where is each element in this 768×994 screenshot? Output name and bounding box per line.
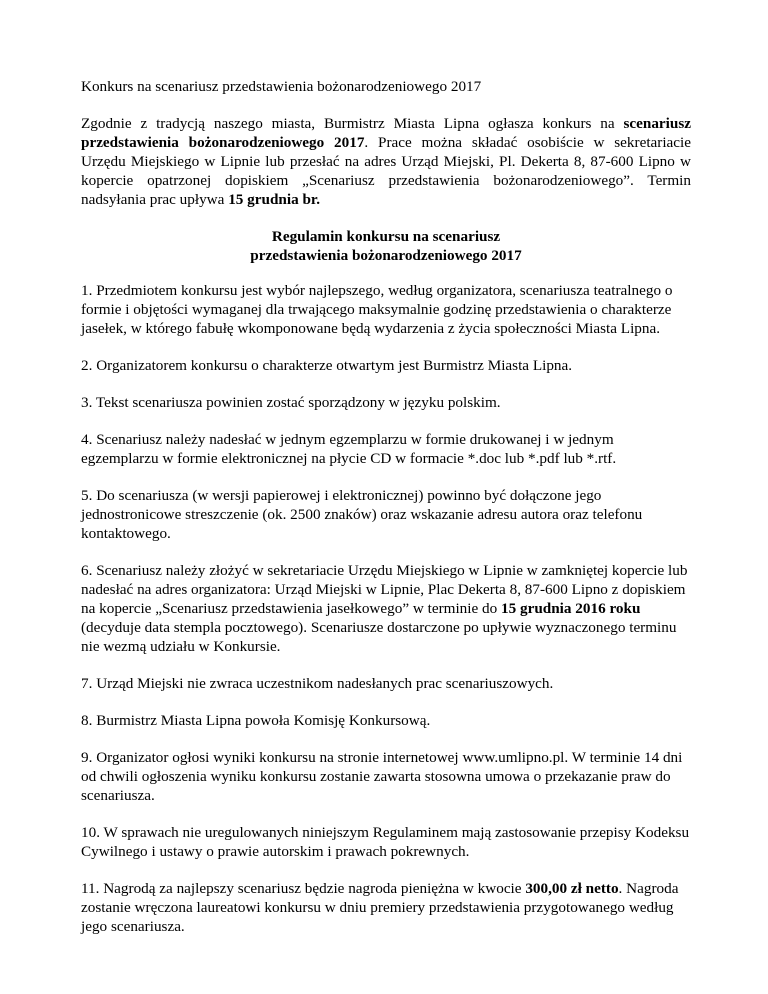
regulations-title xyxy=(81,227,691,265)
document-page xyxy=(81,77,691,954)
item-11-bold-prize: 300,00 zł netto xyxy=(525,880,619,897)
regulation-item-2: 2. Organizatorem konkursu o charakterze otwartym jest Burmistrz Miasta Lipna. xyxy=(81,357,573,374)
regulations-title-line-2: przedstawienia bożonarodzeniowego 2017 xyxy=(250,247,522,264)
intro-bold-contest-name: scenariusz przedstawienia bożonarodzeniowego 2017 xyxy=(81,115,691,151)
item-6-text-1: 6. Scenariusz należy złożyć w sekretariacie Urzędu Miejskiego w Lipnie w zamkniętej kopercie lub nadesłać na adres organizatora: Urząd Miejski w Lipnie, Plac Dekerta 8, 87-600 Lipno z dopiskiem na kopercie „Scenariusz przedstawienia jasełkowego” w terminie do xyxy=(81,562,688,617)
regulation-item-1: 1. Przedmiotem konkursu jest wybór najlepszego, według organizatora, scenariusza teatralnego o formie i objętości wymaganej dla trwającego maksymalnie godzinę przedstawienia o charakterze jasełek, w którego fabułę wkomponowane będą wydarzenia z życia społeczności Miasta Lipna. xyxy=(81,282,673,337)
regulation-item-7: 7. Urząd Miejski nie zwraca uczestnikom nadesłanych prac scenariuszowych. xyxy=(81,675,554,692)
regulation-item-11 xyxy=(81,879,691,936)
intro-paragraph xyxy=(81,114,691,209)
regulation-item-10: 10. W sprawach nie uregulowanych niniejszym Regulaminem mają zastosowanie przepisy Kodeksu Cywilnego i ustawy o prawie autorskim i prawach pokrewnych. xyxy=(81,824,690,860)
document-title: Konkurs na scenariusz przedstawienia bożonarodzeniowego 2017 xyxy=(81,78,482,95)
intro-text-2: . Prace można składać osobiście w sekretariacie Urzędu Miejskiego w Lipnie lub przesłać na adres Urząd Miejski, Pl. Dekerta 8, 87-600 Lipno w kopercie opatrzonej dopiskiem „Scenariusz przedstawienia bożonarodzeniowego”. Termin nadsyłania prac upływa xyxy=(81,134,691,208)
regulation-item-3: 3. Tekst scenariusza powinien zostać sporządzony w języku polskim. xyxy=(81,394,501,411)
item-11-text-1: 11. Nagrodą za najlepszy scenariusz będzie nagroda pieniężna w kwocie xyxy=(81,880,526,897)
regulation-item-4: 4. Scenariusz należy nadesłać w jednym egzemplarzu w formie drukowanej i w jednym egzemplarzu w formie elektronicznej na płycie CD w formacie *.doc lub *.pdf lub *.rtf. xyxy=(81,431,617,467)
item-11-text-2: . Nagroda zostanie wręczona laureatowi konkursu w dniu premiery przedstawienia przygotowanego według jego scenariusza. xyxy=(81,880,679,935)
regulation-item-6 xyxy=(81,561,691,656)
intro-bold-deadline: 15 grudnia br. xyxy=(228,191,321,208)
item-6-text-2: (decyduje data stempla pocztowego). Scenariusze dostarczone po upływie wyznaczonego terminu nie wezmą udziału w Konkursie. xyxy=(81,619,677,655)
regulation-item-8: 8. Burmistrz Miasta Lipna powoła Komisję Konkursową. xyxy=(81,712,431,729)
item-6-bold-deadline: 15 grudnia 2016 roku xyxy=(501,600,641,617)
intro-text-1: Zgodnie z tradycją naszego miasta, Burmistrz Miasta Lipna ogłasza konkurs na xyxy=(81,115,624,132)
regulation-item-5: 5. Do scenariusza (w wersji papierowej i elektronicznej) powinno być dołączone jego jednostronicowe streszczenie (ok. 2500 znaków) oraz wskazanie adresu autora oraz telefonu kontaktowego. xyxy=(81,487,643,542)
regulations-title-line-1: Regulamin konkursu na scenariusz xyxy=(271,228,501,245)
regulation-item-9: 9. Organizator ogłosi wyniki konkursu na stronie internetowej www.umlipno.pl. W terminie 14 dni od chwili ogłoszenia wyniku konkursu zostanie zawarta stosowna umowa o przekazanie praw do scenariusza. xyxy=(81,749,683,804)
